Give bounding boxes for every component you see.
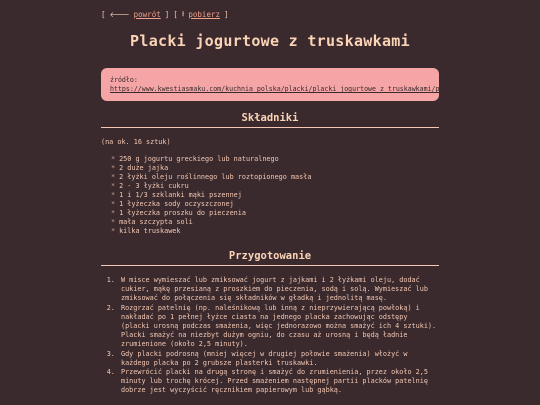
source-label: źródło: (110, 76, 138, 84)
ingredient-item: * 1 łyżeczka proszku do pieczenia (111, 209, 439, 218)
ingredient-item: * mała szczypta soli (111, 218, 439, 227)
top-navigation: [ 🡐 powrót ] [ ⭳ pobierz ] (101, 8, 229, 19)
steps-heading: Przygotowanie (101, 250, 439, 266)
steps-list (101, 276, 439, 396)
step-item: 3. Gdy placki podrosną (mniej więcej w drugiej połowie smażenia) włożyć w każdego placka po 2 grubsze plasterki truskawki. (119, 350, 439, 368)
download-link[interactable]: pobierz (188, 9, 220, 19)
step-item: 4. Przewrócić placki na drugą stronę i smażyć do zrumienienia, przez około 2,5 minuty lub trochę krócej. Przed smażeniem następnej partii placków patelnię dobrze jest wyczyścić ręcznikiem papierowym lub gąbką. (119, 368, 439, 396)
step-item: 1. W misce wymieszać lub zmiksować jogurt z jajkami i 2 łyżkami oleju, dodać cukier, mąkę przesianą z proszkiem do pieczenia, sodą i solą. Wymieszać lub zmiksować do połączenia się składników w gładką i jednolitą masę. (119, 276, 439, 304)
ingredient-item: * 2 łyżki oleju roślinnego lub roztopionego masła (111, 173, 439, 182)
servings-note: (na ok. 16 sztuk) (101, 138, 171, 146)
ingredient-item: * 1 i 1/3 szklanki mąki pszennej (111, 191, 439, 200)
ingredient-item: * 250 g jogurtu greckiego lub naturalnego (111, 155, 439, 164)
step-item: 2. Rozgrzać patelnię (np. naleśnikową lub inną z nieprzywierającą powłoką) i nakładać po 1 pełnej łyżce ciasta na jednego placka zachowując odstępy (placki urosną podczas smażenia, więc jednorazowo można smażyć ich 4 sztuki). Placki smażyć na niezbyt dużym ogniu, do czasu aż urosną i będą ładnie zrumienione (około 2,5 minuty). (119, 304, 439, 350)
ingredient-item: * 2 duże jajka (111, 164, 439, 173)
ingredients-heading: Składniki (101, 112, 439, 128)
back-link[interactable]: powrót (133, 9, 161, 19)
source-box (101, 68, 484, 101)
ingredient-item: * kilka truskawek (111, 227, 439, 236)
ingredients-list (101, 155, 439, 236)
ingredient-item: * 2 - 3 łyżki cukru (111, 182, 439, 191)
back-arrow-icon: 🡐 (109, 9, 130, 19)
source-link[interactable]: https://www.kwestiasmaku.com/kuchnia_polska/placki/placki_jogurtowe_z_truskawkami/przepis.html (110, 85, 484, 93)
recipe-title: Placki jogurtowe z truskawkami (130, 32, 410, 50)
download-icon: ⭳ (181, 8, 185, 18)
ingredient-item: * 1 łyżeczka sody oczyszczonej (111, 200, 439, 209)
